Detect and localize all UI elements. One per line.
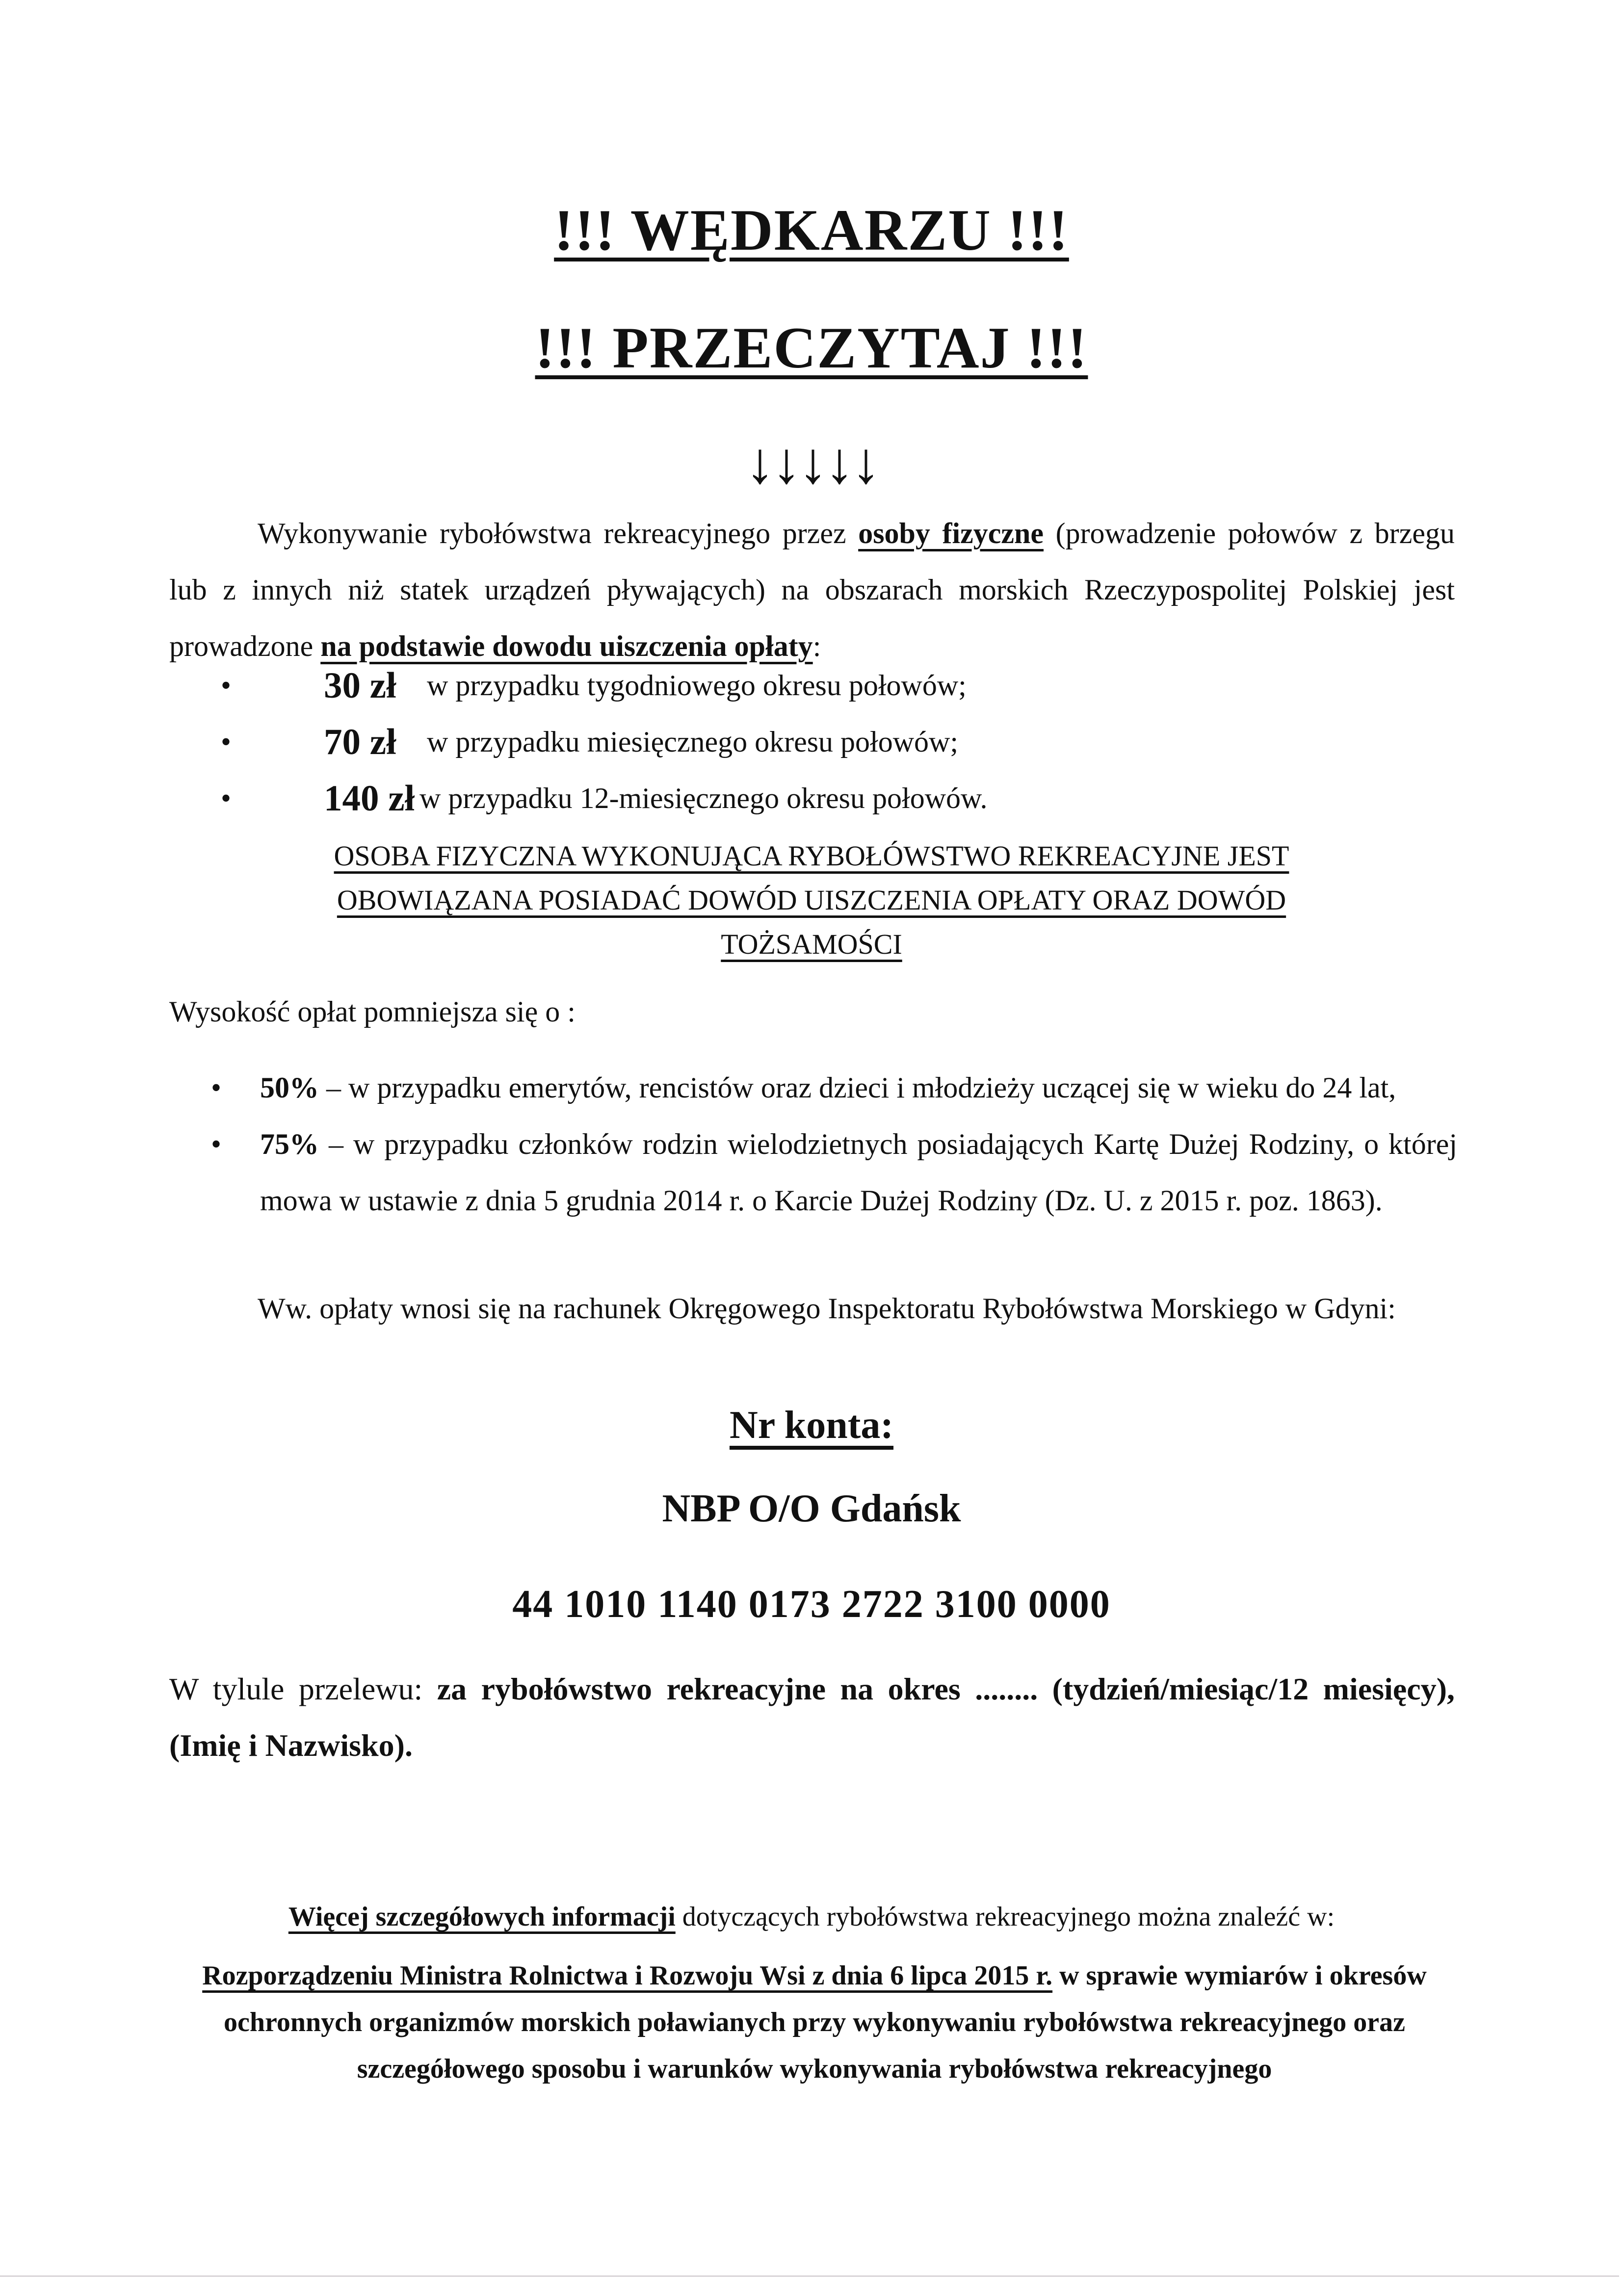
transfer-title-text: za rybołówstwo rekreacyjne na okres ........ (tydzień/miesiąc/12 miesięcy), (Imię i Nazwisko).: [169, 1671, 1455, 1763]
fee-description: w przypadku miesięcznego okresu połowów;: [427, 726, 959, 758]
more-info-text: dotyczących rybołówstwa rekreacyjnego można znaleźć w:: [675, 1902, 1335, 1932]
fee-item: [221, 657, 1398, 714]
fee-amount: 30 zł: [324, 665, 396, 706]
headline-read-text: !!! PRZECZYTAJ !!!: [535, 315, 1088, 380]
intro-paragraph: [169, 505, 1455, 675]
bullet-icon: •: [221, 726, 232, 758]
down-arrow-icon: ↓↓↓↓↓: [745, 430, 878, 496]
discount-percent: 75%: [260, 1128, 319, 1160]
discount-description: – w przypadku emerytów, rencistów oraz dzieci i młodzieży uczącej się w wieku do 24 lat,: [319, 1071, 1396, 1104]
account-heading: [0, 1403, 1623, 1448]
fee-amount: 140 zł: [324, 778, 415, 819]
discount-percent: 50%: [260, 1071, 319, 1104]
bullet-icon: •: [211, 1071, 222, 1104]
intro-emphasis-natural-persons: osoby fizyczne: [858, 517, 1044, 549]
fee-item: [221, 714, 1398, 770]
page-edge-line: [0, 2275, 1619, 2277]
discount-item: [211, 1060, 1457, 1116]
more-info-emphasis: Więcej szczegółowych informacji: [288, 1902, 676, 1932]
transfer-title-label: W tylule przelewu:: [169, 1671, 437, 1706]
discount-item: [211, 1116, 1457, 1229]
intro-text-2: (prowadzenie połowów z brzegu lub z innych niż statek urządzeń pływających) na obszarach morskich Rzeczypospolitej Polskiej jest prowadzone: [169, 517, 1455, 662]
regulation-title: Rozporządzeniu Ministra Rolnictwa i Rozwoju Wsi z dnia 6 lipca 2015 r.: [202, 1960, 1053, 1991]
fee-list: [221, 657, 1398, 827]
account-number: 44 1010 1140 0173 2722 3100 0000: [512, 1583, 1111, 1626]
regulation-description: w sprawie wymiarów i okresów ochronnych organizmów morskich poławianych przy wykonywaniu rybołówstwa rekreacyjnego oraz szczegółowego sposobu i warunków wykonywania rybołówstwa rekreacyjnego: [224, 1960, 1427, 2084]
bullet-icon: •: [221, 669, 232, 702]
obligation-line-1: OSOBA FIZYCZNA WYKONUJĄCA RYBOŁÓWSTWO REKREACYJNE JEST: [334, 840, 1289, 872]
intro-text-3: :: [812, 630, 821, 662]
discount-list: [211, 1060, 1457, 1229]
intro-emphasis-payment-proof: na podstawie dowodu uiszczenia opłaty: [320, 630, 813, 662]
obligation-line-3: TOŻSAMOŚCI: [721, 928, 902, 960]
headline-read: [0, 314, 1623, 382]
bullet-icon: •: [211, 1128, 222, 1160]
obligation-line-2: OBOWIĄZANA POSIADAĆ DOWÓD UISZCZENIA OPŁATY ORAZ DOWÓD: [337, 884, 1286, 916]
headline-angler-text: !!! WĘDKARZU !!!: [554, 197, 1069, 262]
account-heading-text: Nr konta:: [729, 1404, 894, 1447]
obligation-notice: [0, 834, 1623, 966]
fee-description: w przypadku 12-miesięcznego okresu połowów.: [419, 782, 988, 814]
fee-item: [221, 770, 1398, 827]
discount-intro: Wysokość opłat pomniejsza się o :: [169, 995, 576, 1028]
intro-text-1: Wykonywanie rybołówstwa rekreacyjnego przez: [258, 517, 859, 549]
more-info-line: [0, 1894, 1623, 1940]
fee-description: w przypadku tygodniowego okresu połowów;: [427, 669, 967, 702]
payment-paragraph: Ww. opłaty wnosi się na rachunek Okręgowego Inspektoratu Rybołówstwa Morskiego w Gdyni:: [258, 1292, 1396, 1325]
bullet-icon: •: [221, 782, 232, 814]
discount-description: – w przypadku członków rodzin wielodzietnych posiadających Kartę Dużej Rodziny, o której mowa w ustawie z dnia 5 grudnia 2014 r. o Karcie Dużej Rodziny (Dz. U. z 2015 r. poz. 1863).: [260, 1128, 1457, 1217]
regulation-reference: [162, 1953, 1467, 2092]
fee-amount: 70 zł: [324, 722, 396, 762]
headline-angler: [0, 196, 1623, 264]
transfer-title: [169, 1661, 1455, 1774]
bank-name: NBP O/O Gdańsk: [662, 1487, 961, 1530]
